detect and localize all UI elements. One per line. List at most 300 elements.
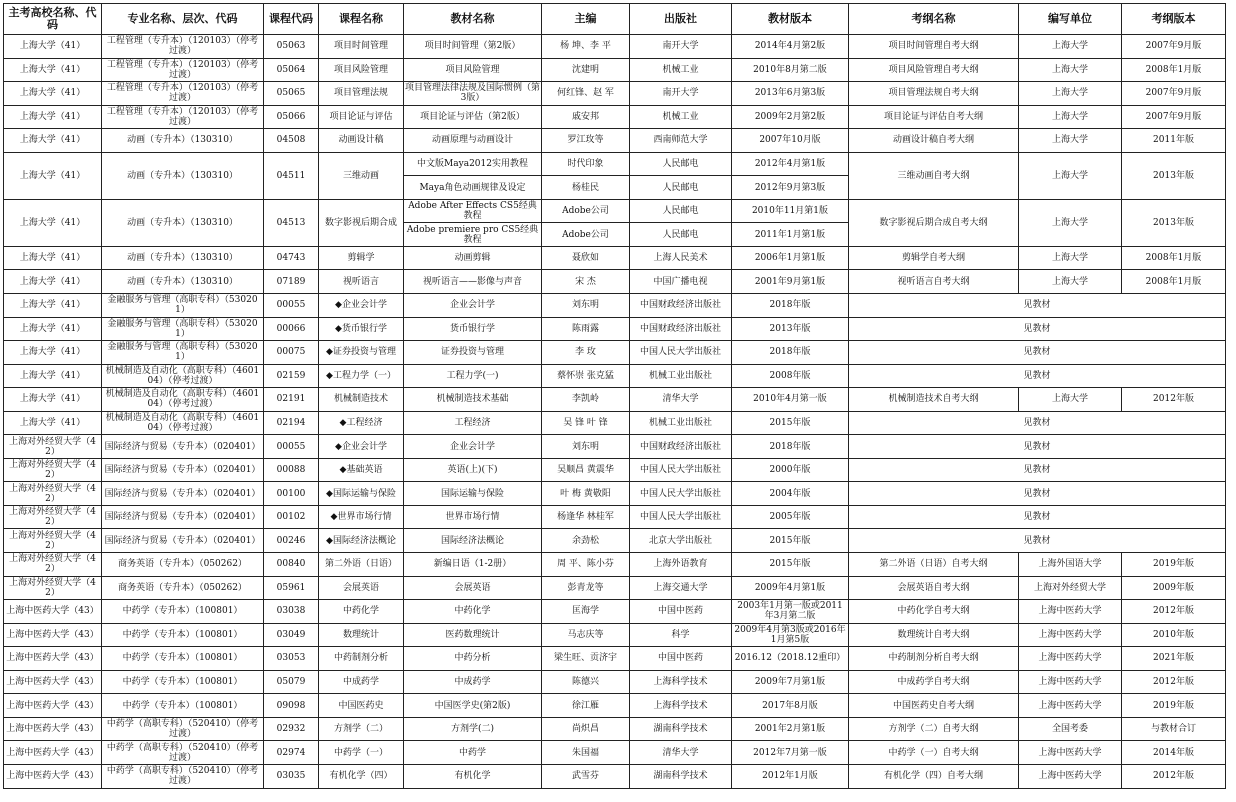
cell-course-name: ◆国际运输与保险 bbox=[319, 482, 404, 506]
cell-outline-unit: 上海中医药大学 bbox=[1019, 764, 1122, 788]
cell-course-name: 视听语言 bbox=[319, 270, 404, 294]
cell-major: 机械制造及自动化（高职专科）（460104）（停考过渡） bbox=[102, 388, 264, 412]
cell-major: 国际经济与贸易（专升本）（020401） bbox=[102, 458, 264, 482]
cell-university: 上海中医药大学（43） bbox=[4, 694, 102, 718]
cell-course-name: 数理统计 bbox=[319, 623, 404, 647]
cell-major: 工程管理（专升本）（120103）（停考过渡） bbox=[102, 35, 264, 59]
cell-editor: 叶 梅 黄敬阳 bbox=[542, 482, 630, 506]
cell-publisher: 中国人民大学出版社 bbox=[630, 341, 732, 365]
cell-textbook-version: 2007年10月版 bbox=[732, 129, 849, 153]
cell-university: 上海大学（41） bbox=[4, 294, 102, 318]
cell-textbook: 中药化学 bbox=[404, 600, 542, 624]
cell-course-code: 02974 bbox=[264, 741, 319, 765]
table-row bbox=[4, 741, 1226, 765]
cell-publisher: 上海人民美术 bbox=[630, 246, 732, 270]
cell-course-name: ◆企业会计学 bbox=[319, 435, 404, 459]
cell-publisher: 中国中医药 bbox=[630, 600, 732, 624]
cell-course-name: ◆工程经济 bbox=[319, 411, 404, 435]
cell-course-code: 04513 bbox=[264, 199, 319, 246]
cell-outline-name: 动画设计稿自考大纲 bbox=[849, 129, 1019, 153]
cell-editor: 聂欣如 bbox=[542, 246, 630, 270]
cell-university: 上海中医药大学（43） bbox=[4, 741, 102, 765]
cell-university: 上海大学（41） bbox=[4, 35, 102, 59]
cell-textbook: 项目论证与评估（第2版） bbox=[404, 105, 542, 129]
cell-university: 上海对外经贸大学（42） bbox=[4, 576, 102, 600]
cell-course-name: ◆世界市场行情 bbox=[319, 505, 404, 529]
cell-course-code: 00102 bbox=[264, 505, 319, 529]
cell-textbook-version: 2005年版 bbox=[732, 505, 849, 529]
cell-textbook-version: 2013年6月第3版 bbox=[732, 82, 849, 106]
cell-editor: 沈建明 bbox=[542, 58, 630, 82]
cell-editor: 匡海学 bbox=[542, 600, 630, 624]
cell-editor: 武雪芬 bbox=[542, 764, 630, 788]
cell-course-name: 项目时间管理 bbox=[319, 35, 404, 59]
table-body bbox=[4, 35, 1226, 789]
cell-editor: 宋 杰 bbox=[542, 270, 630, 294]
cell-outline-name: 中国医药史自考大纲 bbox=[849, 694, 1019, 718]
table-row bbox=[4, 670, 1226, 694]
cell-major: 中药学（专升本）（100801） bbox=[102, 600, 264, 624]
cell-editor: 刘东明 bbox=[542, 294, 630, 318]
cell-outline-see-textbook: 见教材 bbox=[849, 341, 1226, 365]
cell-course-name: 动画设计稿 bbox=[319, 129, 404, 153]
cell-editor: 吴顺昌 黄震华 bbox=[542, 458, 630, 482]
cell-outline-name: 会展英语自考大纲 bbox=[849, 576, 1019, 600]
cell-textbook-version: 2009年4月第1版 bbox=[732, 576, 849, 600]
cell-textbook-version: 2014年4月第2版 bbox=[732, 35, 849, 59]
cell-university: 上海中医药大学（43） bbox=[4, 764, 102, 788]
cell-textbook: 机械制造技术基础 bbox=[404, 388, 542, 412]
table-row bbox=[4, 341, 1226, 365]
cell-textbook: 国际经济法概论 bbox=[404, 529, 542, 553]
cell-publisher: 人民邮电 bbox=[630, 152, 732, 176]
cell-editor: 李凯岭 bbox=[542, 388, 630, 412]
cell-course-name: 中药制剂分析 bbox=[319, 647, 404, 671]
table-row bbox=[4, 35, 1226, 59]
cell-course-code: 00088 bbox=[264, 458, 319, 482]
cell-publisher: 西南师范大学 bbox=[630, 129, 732, 153]
cell-outline-name: 第二外语（日语）自考大纲 bbox=[849, 553, 1019, 577]
cell-university: 上海对外经贸大学（42） bbox=[4, 458, 102, 482]
cell-outline-name: 方剂学（二）自考大纲 bbox=[849, 717, 1019, 741]
cell-publisher: 清华大学 bbox=[630, 741, 732, 765]
cell-textbook-version: 2015年版 bbox=[732, 529, 849, 553]
cell-course-name: 项目风险管理 bbox=[319, 58, 404, 82]
cell-university: 上海大学（41） bbox=[4, 152, 102, 199]
cell-outline-version: 2013年版 bbox=[1122, 152, 1226, 199]
cell-editor: 杨逢华 林桂军 bbox=[542, 505, 630, 529]
cell-textbook-version: 2001年9月第1版 bbox=[732, 270, 849, 294]
cell-outline-version: 2012年版 bbox=[1122, 764, 1226, 788]
cell-textbook-version: 2012年7月第一版 bbox=[732, 741, 849, 765]
cell-textbook: 货币银行学 bbox=[404, 317, 542, 341]
cell-editor: 蔡怀崇 张克猛 bbox=[542, 364, 630, 388]
cell-course-code: 04508 bbox=[264, 129, 319, 153]
table-row bbox=[4, 105, 1226, 129]
cell-editor: 罗江玫等 bbox=[542, 129, 630, 153]
cell-university: 上海中医药大学（43） bbox=[4, 600, 102, 624]
cell-outline-unit: 上海中医药大学 bbox=[1019, 600, 1122, 624]
cell-major: 中药学（专升本）（100801） bbox=[102, 694, 264, 718]
cell-textbook-version: 2011年1月第1版 bbox=[732, 223, 849, 247]
cell-publisher: 人民邮电 bbox=[630, 223, 732, 247]
cell-outline-version: 2007年9月版 bbox=[1122, 82, 1226, 106]
cell-outline-unit: 上海大学 bbox=[1019, 199, 1122, 246]
table-row bbox=[4, 458, 1226, 482]
cell-textbook: 会展英语 bbox=[404, 576, 542, 600]
cell-textbook: 工程力学(一) bbox=[404, 364, 542, 388]
cell-textbook-version: 2012年9月第3版 bbox=[732, 176, 849, 200]
cell-textbook-version: 2010年8月第二版 bbox=[732, 58, 849, 82]
cell-course-name: 方剂学（二） bbox=[319, 717, 404, 741]
cell-outline-version: 2007年9月版 bbox=[1122, 35, 1226, 59]
cell-publisher: 上海外语教育 bbox=[630, 553, 732, 577]
cell-outline-version: 2008年1月版 bbox=[1122, 58, 1226, 82]
cell-textbook-version: 2003年1月第一版或2011年3月第二版 bbox=[732, 600, 849, 624]
cell-course-name: 剪辑学 bbox=[319, 246, 404, 270]
cell-course-code: 00075 bbox=[264, 341, 319, 365]
cell-textbook-version: 2015年版 bbox=[732, 411, 849, 435]
cell-outline-see-textbook: 见教材 bbox=[849, 317, 1226, 341]
cell-textbook: 中药分析 bbox=[404, 647, 542, 671]
course-table bbox=[3, 3, 1226, 789]
cell-major: 金融服务与管理（高职专科）（530201） bbox=[102, 341, 264, 365]
cell-textbook: 动画原理与动画设计 bbox=[404, 129, 542, 153]
cell-major: 国际经济与贸易（专升本）（020401） bbox=[102, 529, 264, 553]
cell-outline-unit: 上海中医药大学 bbox=[1019, 694, 1122, 718]
cell-major: 国际经济与贸易（专升本）（020401） bbox=[102, 435, 264, 459]
cell-textbook-version: 2018年版 bbox=[732, 294, 849, 318]
cell-textbook-version: 2009年2月第2版 bbox=[732, 105, 849, 129]
cell-textbook: Adobe premiere pro CS5经典教程 bbox=[404, 223, 542, 247]
cell-publisher: 上海交通大学 bbox=[630, 576, 732, 600]
cell-course-code: 00055 bbox=[264, 435, 319, 459]
cell-outline-name: 项目管理法规自考大纲 bbox=[849, 82, 1019, 106]
cell-course-name: 第二外语（日语） bbox=[319, 553, 404, 577]
cell-outline-version: 2012年版 bbox=[1122, 670, 1226, 694]
cell-outline-name: 中药化学自考大纲 bbox=[849, 600, 1019, 624]
header-outline-name: 考纲名称 bbox=[849, 4, 1019, 35]
cell-course-name: ◆基础英语 bbox=[319, 458, 404, 482]
table-row bbox=[4, 364, 1226, 388]
cell-outline-unit: 上海大学 bbox=[1019, 129, 1122, 153]
cell-publisher: 湖南科学技术 bbox=[630, 717, 732, 741]
cell-course-code: 00055 bbox=[264, 294, 319, 318]
cell-outline-name: 项目时间管理自考大纲 bbox=[849, 35, 1019, 59]
cell-textbook-version: 2017年8月版 bbox=[732, 694, 849, 718]
cell-editor: 戚安邦 bbox=[542, 105, 630, 129]
cell-outline-name: 项目论证与评估自考大纲 bbox=[849, 105, 1019, 129]
cell-textbook: 项目管理法律法规及国际惯例（第3版） bbox=[405, 83, 541, 104]
cell-editor: 吴 锋 叶 锋 bbox=[542, 411, 630, 435]
cell-major: 动画（专升本）（130310） bbox=[102, 199, 264, 246]
cell-university: 上海对外经贸大学（42） bbox=[4, 553, 102, 577]
cell-university: 上海对外经贸大学（42） bbox=[4, 529, 102, 553]
cell-university: 上海中医药大学（43） bbox=[4, 623, 102, 647]
cell-major: 工程管理（专升本）（120103）（停考过渡） bbox=[102, 82, 264, 106]
cell-outline-unit: 上海中医药大学 bbox=[1019, 647, 1122, 671]
table-row bbox=[4, 388, 1226, 412]
cell-textbook: 国际运输与保险 bbox=[404, 482, 542, 506]
cell-outline-name: 数字影视后期合成自考大纲 bbox=[849, 199, 1019, 246]
cell-outline-unit: 上海对外经贸大学 bbox=[1019, 576, 1122, 600]
cell-major: 动画（专升本）（130310） bbox=[102, 270, 264, 294]
table-row bbox=[4, 270, 1226, 294]
table-row bbox=[4, 199, 1226, 223]
cell-course-name: 数字影视后期合成 bbox=[319, 199, 404, 246]
cell-textbook: 中国医学史(第2版) bbox=[404, 694, 542, 718]
cell-course-code: 05065 bbox=[264, 82, 319, 106]
cell-publisher: 机械工业出版社 bbox=[630, 364, 732, 388]
cell-publisher: 中国财政经济出版社 bbox=[630, 435, 732, 459]
cell-outline-unit: 上海大学 bbox=[1019, 152, 1122, 199]
cell-course-code: 02191 bbox=[264, 388, 319, 412]
cell-outline-version: 2012年版 bbox=[1122, 600, 1226, 624]
header-outline-version: 考纲版本 bbox=[1122, 4, 1226, 35]
cell-textbook-version: 2010年4月第一版 bbox=[732, 388, 849, 412]
cell-course-code: 02932 bbox=[264, 717, 319, 741]
cell-course-name: 有机化学（四） bbox=[319, 764, 404, 788]
cell-outline-version: 2011年版 bbox=[1122, 129, 1226, 153]
cell-university: 上海大学（41） bbox=[4, 270, 102, 294]
cell-outline-unit: 上海外国语大学 bbox=[1019, 553, 1122, 577]
cell-major: 中药学（专升本）（100801） bbox=[102, 623, 264, 647]
table-row bbox=[4, 82, 1226, 106]
cell-university: 上海中医药大学（43） bbox=[4, 670, 102, 694]
cell-course-name: 中药学（一） bbox=[319, 741, 404, 765]
cell-publisher: 中国人民大学出版社 bbox=[630, 505, 732, 529]
cell-course-code: 04511 bbox=[264, 152, 319, 199]
cell-outline-unit: 上海中医药大学 bbox=[1019, 670, 1122, 694]
cell-textbook: 企业会计学 bbox=[404, 294, 542, 318]
cell-textbook: 中成药学 bbox=[404, 670, 542, 694]
cell-publisher: 人民邮电 bbox=[630, 199, 732, 223]
cell-publisher: 中国财政经济出版社 bbox=[630, 294, 732, 318]
cell-university: 上海大学（41） bbox=[4, 105, 102, 129]
header-publisher: 出版社 bbox=[630, 4, 732, 35]
cell-course-name: 中药化学 bbox=[319, 600, 404, 624]
cell-course-name: ◆工程力学（一） bbox=[319, 364, 404, 388]
cell-publisher: 机械工业 bbox=[630, 58, 732, 82]
header-editor: 主编 bbox=[542, 4, 630, 35]
cell-outline-unit: 上海大学 bbox=[1019, 105, 1122, 129]
cell-outline-unit: 上海大学 bbox=[1019, 58, 1122, 82]
table-row bbox=[4, 246, 1226, 270]
header-course-name: 课程名称 bbox=[319, 4, 404, 35]
cell-textbook: 新编日语（1-2册） bbox=[404, 553, 542, 577]
cell-textbook-version: 2001年2月第1版 bbox=[732, 717, 849, 741]
cell-outline-version: 2019年版 bbox=[1122, 553, 1226, 577]
cell-major: 金融服务与管理（高职专科）（530201） bbox=[102, 317, 264, 341]
cell-major: 国际经济与贸易（专升本）（020401） bbox=[102, 505, 264, 529]
cell-outline-see-textbook: 见教材 bbox=[849, 529, 1226, 553]
cell-major: 机械制造及自动化（高职专科）（460104）（停考过渡） bbox=[102, 364, 264, 388]
cell-outline-see-textbook: 见教材 bbox=[849, 505, 1226, 529]
cell-editor: 杨桂民 bbox=[542, 176, 630, 200]
cell-course-code: 04743 bbox=[264, 246, 319, 270]
header-textbook: 教材名称 bbox=[404, 4, 542, 35]
cell-outline-name: 中药制剂分析自考大纲 bbox=[849, 647, 1019, 671]
table-row bbox=[4, 435, 1226, 459]
table-row bbox=[4, 764, 1226, 788]
cell-university: 上海大学（41） bbox=[4, 82, 102, 106]
cell-editor: 时代印象 bbox=[542, 152, 630, 176]
cell-publisher: 科学 bbox=[630, 623, 732, 647]
cell-course-code: 00840 bbox=[264, 553, 319, 577]
cell-editor: 马志庆等 bbox=[542, 623, 630, 647]
cell-major: 金融服务与管理（高职专科）（530201） bbox=[102, 294, 264, 318]
cell-course-name: ◆货币银行学 bbox=[319, 317, 404, 341]
cell-outline-version: 2019年版 bbox=[1122, 694, 1226, 718]
cell-university: 上海大学（41） bbox=[4, 364, 102, 388]
cell-outline-unit: 上海中医药大学 bbox=[1019, 623, 1122, 647]
cell-publisher: 中国中医药 bbox=[630, 647, 732, 671]
cell-outline-see-textbook: 见教材 bbox=[849, 435, 1226, 459]
cell-outline-version: 2008年1月版 bbox=[1122, 270, 1226, 294]
cell-editor: Adobe公司 bbox=[542, 223, 630, 247]
cell-outline-version: 2013年版 bbox=[1122, 199, 1226, 246]
cell-course-name: 项目论证与评估 bbox=[319, 105, 404, 129]
cell-textbook: 医药数理统计 bbox=[404, 623, 542, 647]
cell-publisher: 机械工业出版社 bbox=[630, 411, 732, 435]
cell-textbook: 有机化学 bbox=[404, 764, 542, 788]
cell-course-code: 02159 bbox=[264, 364, 319, 388]
cell-outline-name: 有机化学（四）自考大纲 bbox=[849, 764, 1019, 788]
cell-textbook-version: 2000年版 bbox=[732, 458, 849, 482]
cell-major: 商务英语（专升本）（050262） bbox=[102, 576, 264, 600]
cell-textbook-version: 2009年7月第1版 bbox=[732, 670, 849, 694]
cell-outline-unit: 上海大学 bbox=[1019, 388, 1122, 412]
cell-outline-unit: 全国考委 bbox=[1019, 717, 1122, 741]
cell-textbook: 项目时间管理（第2版） bbox=[404, 35, 542, 59]
cell-textbook-version: 2012年1月版 bbox=[732, 764, 849, 788]
cell-outline-name: 机械制造技术自考大纲 bbox=[849, 388, 1019, 412]
header-textbook-version: 教材版本 bbox=[732, 4, 849, 35]
cell-editor: 杨 坤、李 平 bbox=[542, 35, 630, 59]
cell-outline-see-textbook: 见教材 bbox=[849, 364, 1226, 388]
cell-publisher: 南开大学 bbox=[630, 82, 732, 106]
cell-outline-name: 中成药学自考大纲 bbox=[849, 670, 1019, 694]
table-row bbox=[4, 411, 1226, 435]
header-university: 主考高校名称、代码 bbox=[4, 4, 102, 35]
cell-major: 动画（专升本）（130310） bbox=[102, 246, 264, 270]
cell-editor: 余劲松 bbox=[542, 529, 630, 553]
cell-textbook: Adobe After Effects CS5经典教程 bbox=[404, 199, 542, 223]
cell-outline-name: 数理统计自考大纲 bbox=[849, 623, 1019, 647]
cell-editor: 陈雨露 bbox=[542, 317, 630, 341]
cell-textbook: 工程经济 bbox=[404, 411, 542, 435]
table-row bbox=[4, 694, 1226, 718]
cell-textbook: 方剂学(二) bbox=[404, 717, 542, 741]
cell-publisher: 人民邮电 bbox=[630, 176, 732, 200]
cell-university: 上海对外经贸大学（42） bbox=[4, 435, 102, 459]
cell-textbook-version: 2006年1月第1版 bbox=[732, 246, 849, 270]
cell-course-code: 09098 bbox=[264, 694, 319, 718]
header-course-code: 课程代码 bbox=[264, 4, 319, 35]
cell-outline-version: 2007年9月版 bbox=[1122, 105, 1226, 129]
cell-publisher: 清华大学 bbox=[630, 388, 732, 412]
cell-textbook-version: 2004年版 bbox=[732, 482, 849, 506]
cell-textbook-version: 2008年版 bbox=[732, 364, 849, 388]
cell-course-code: 05066 bbox=[264, 105, 319, 129]
cell-course-code: 03053 bbox=[264, 647, 319, 671]
cell-textbook-version: 2010年11月第1版 bbox=[732, 199, 849, 223]
cell-outline-unit: 上海大学 bbox=[1019, 246, 1122, 270]
cell-outline-version: 2010年版 bbox=[1122, 623, 1226, 647]
cell-major: 工程管理（专升本）（120103）（停考过渡） bbox=[102, 105, 264, 129]
cell-major: 中药学（高职专科）（520410）（停考过渡） bbox=[102, 717, 264, 741]
cell-outline-see-textbook: 见教材 bbox=[849, 294, 1226, 318]
cell-course-code: 05961 bbox=[264, 576, 319, 600]
cell-major: 工程管理（专升本）（120103）（停考过渡） bbox=[102, 58, 264, 82]
cell-textbook: 动画剪辑 bbox=[404, 246, 542, 270]
cell-editor: 刘东明 bbox=[542, 435, 630, 459]
cell-outline-see-textbook: 见教材 bbox=[849, 411, 1226, 435]
cell-outline-see-textbook: 见教材 bbox=[849, 482, 1226, 506]
cell-university: 上海大学（41） bbox=[4, 199, 102, 246]
table-row bbox=[4, 317, 1226, 341]
cell-university: 上海大学（41） bbox=[4, 246, 102, 270]
table-row bbox=[4, 58, 1226, 82]
cell-university: 上海大学（41） bbox=[4, 411, 102, 435]
cell-outline-unit: 上海大学 bbox=[1019, 82, 1122, 106]
cell-university: 上海大学（41） bbox=[4, 341, 102, 365]
cell-outline-version: 2021年版 bbox=[1122, 647, 1226, 671]
cell-publisher: 中国人民大学出版社 bbox=[630, 458, 732, 482]
cell-textbook: 中文版Maya2012实用教程 bbox=[404, 152, 542, 176]
cell-course-code: 05063 bbox=[264, 35, 319, 59]
cell-publisher: 中国人民大学出版社 bbox=[630, 482, 732, 506]
header-major: 专业名称、层次、代码 bbox=[102, 4, 264, 35]
table-row bbox=[4, 600, 1226, 624]
table-row bbox=[4, 623, 1226, 647]
cell-major: 中药学（专升本）（100801） bbox=[102, 647, 264, 671]
cell-major: 中药学（高职专科）（520410）（停考过渡） bbox=[102, 741, 264, 765]
cell-outline-version: 2012年版 bbox=[1122, 388, 1226, 412]
cell-textbook: 企业会计学 bbox=[404, 435, 542, 459]
cell-outline-unit: 上海大学 bbox=[1019, 35, 1122, 59]
cell-textbook: 英语(上)(下) bbox=[404, 458, 542, 482]
cell-outline-name: 三维动画自考大纲 bbox=[849, 152, 1019, 199]
cell-course-code: 07189 bbox=[264, 270, 319, 294]
cell-course-code: 00246 bbox=[264, 529, 319, 553]
cell-textbook-version: 2018年版 bbox=[732, 341, 849, 365]
table-row bbox=[4, 505, 1226, 529]
cell-editor: 朱国福 bbox=[542, 741, 630, 765]
cell-course-name: ◆证券投资与管理 bbox=[319, 341, 404, 365]
cell-course-name: 项目管理法规 bbox=[319, 82, 404, 106]
cell-editor: 李 玫 bbox=[542, 341, 630, 365]
cell-editor: 周 平、陈小芬 bbox=[542, 553, 630, 577]
cell-publisher: 上海科学技术 bbox=[630, 670, 732, 694]
header-row bbox=[4, 4, 1226, 35]
cell-publisher: 北京大学出版社 bbox=[630, 529, 732, 553]
cell-university: 上海中医药大学（43） bbox=[4, 717, 102, 741]
cell-textbook: Maya角色动画规律及设定 bbox=[404, 176, 542, 200]
cell-course-code: 03035 bbox=[264, 764, 319, 788]
cell-course-name: 中成药学 bbox=[319, 670, 404, 694]
cell-course-name: ◆企业会计学 bbox=[319, 294, 404, 318]
cell-editor: Adobe公司 bbox=[542, 199, 630, 223]
cell-university: 上海大学（41） bbox=[4, 58, 102, 82]
cell-major: 动画（专升本）（130310） bbox=[102, 129, 264, 153]
cell-course-name: 三维动画 bbox=[319, 152, 404, 199]
cell-publisher: 中国财政经济出版社 bbox=[630, 317, 732, 341]
cell-outline-name: 中药学（一）自考大纲 bbox=[849, 741, 1019, 765]
cell-major: 动画（专升本）（130310） bbox=[102, 152, 264, 199]
cell-outline-version: 2009年版 bbox=[1122, 576, 1226, 600]
cell-editor: 陈德兴 bbox=[542, 670, 630, 694]
